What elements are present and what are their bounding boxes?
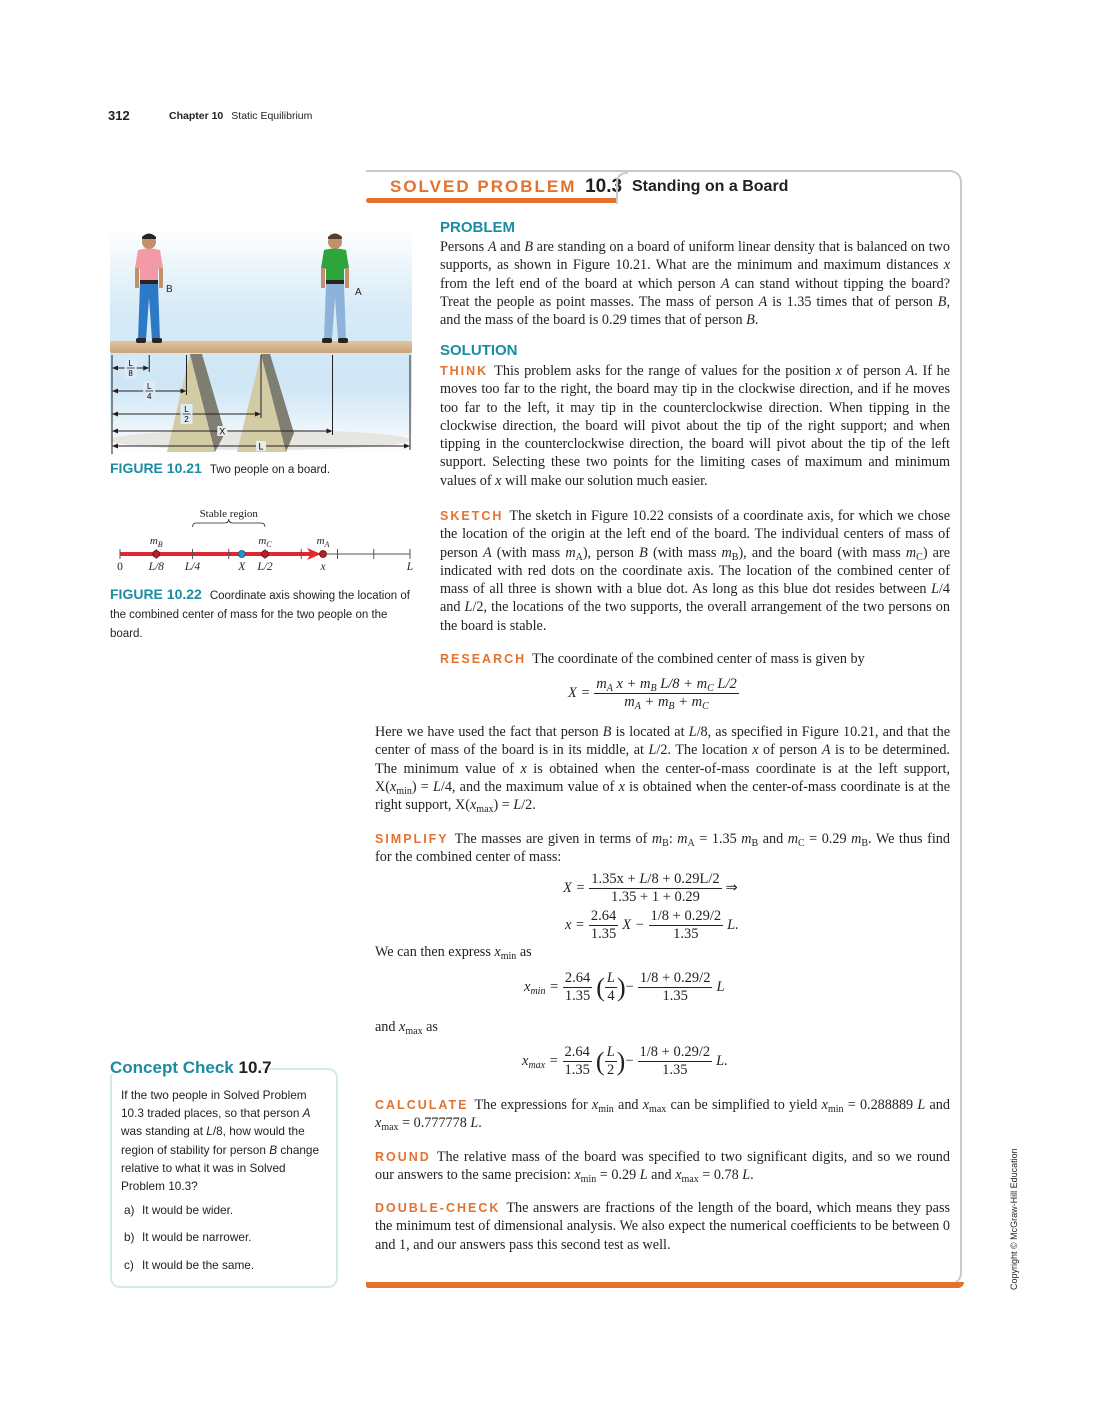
dimension-label-denominator: 2 <box>184 415 189 424</box>
eq-tail: L. <box>716 1053 728 1069</box>
simplify-equation-2 <box>565 908 739 943</box>
research-intro: The coordinate of the combined center of mass is given by <box>532 651 865 667</box>
option-letter: c) <box>124 1258 134 1272</box>
eq-denominator: $m_A + m_B + m_C$ <box>624 694 709 712</box>
solved-problem-label <box>390 176 622 198</box>
eq-numerator: 1/8 + 0.29/2 <box>639 970 711 986</box>
calculate-label: CALCULATE <box>375 1098 469 1112</box>
eq-lhs: $x_{max}$ = <box>522 1053 559 1071</box>
eq-numerator: 1.35x + L/8 + 0.29L/2 <box>591 871 720 887</box>
round-paragraph <box>375 1148 950 1185</box>
concept-check-option-c[interactable] <box>124 1258 254 1272</box>
axis-label-origin: 0 <box>117 561 123 573</box>
axis-label-com: X <box>238 561 246 573</box>
research-paragraph <box>440 650 950 668</box>
simplify-label: SIMPLIFY <box>375 832 449 846</box>
sketch-text: The sketch in Figure 10.22 consists of a coordinate axis, for which we chose the location of the origin at the left end of the board. The individual centers of mass of person A (with mass $m_A$), person B (with mass $m_B$), and the board (with mass $m_C$) are indicated with red dots on the coordinate axis. The location of the combined center of mass of all three is shown with a blue dot. As long as this blue dot resides between L/4 and L/2, the locations of the two supports, the overall arrangement of the two persons on the board is stable. <box>440 508 950 634</box>
page-number: 312 <box>108 108 130 123</box>
round-label: ROUND <box>375 1150 431 1164</box>
mass-point-a <box>320 551 327 558</box>
round-text: The relative mass of the board was specified to two significant digits, and so we round our answers to the same precision: $x_{min} = 0.29$ L and $x_{max} = 0.78$ L. <box>375 1149 950 1186</box>
xmin-equation: $x_{min}$ = $\frac{2.64}{1.35}$ ( $\frac{L}{4}$ ) − $\frac{1/8 + 0.29/2}{1.35}$ L <box>524 970 725 1004</box>
simplify-paragraph <box>375 830 950 867</box>
title-separator <box>616 172 628 204</box>
option-text: It would be wider. <box>142 1203 234 1217</box>
dimension-label-numerator: L <box>128 359 133 368</box>
figure-10-22-caption <box>110 585 415 643</box>
concept-check-question: If the two people in Solved Problem 10.3 traded places, so that person A was standing at L/8, how would the region of stability for person B change relative to what it was in Solved Problem 10.3? <box>121 1088 320 1194</box>
sketch-label: SKETCH <box>440 509 504 523</box>
eq-tail: L <box>716 979 725 995</box>
xmax-intro: and $x_{max}$ as <box>375 1019 438 1037</box>
dimension-label-denominator: 4 <box>147 392 152 401</box>
concept-check-option-a[interactable] <box>124 1203 233 1217</box>
eq-lhs: X = <box>568 685 591 701</box>
person-a-label: A <box>355 287 362 298</box>
research-label: RESEARCH <box>440 652 527 666</box>
caption-text: Two people on a board. <box>209 464 331 476</box>
eq-denominator: 1.35 <box>662 988 688 1004</box>
combined-com-point <box>238 551 245 558</box>
calculate-text: The expressions for $x_{min}$ and $x_{max}$ can be simplified to yield $x_{min} = 0.288889$ L and $x_{max} = 0.777778$ L. <box>375 1097 950 1134</box>
eq-denominator: 1.35 <box>673 926 699 942</box>
calculate-paragraph <box>375 1096 950 1133</box>
chapter-number: Chapter 10 <box>169 110 224 122</box>
eq-numerator: 2.64 <box>564 970 591 986</box>
concept-check-label: Concept Check <box>110 1058 234 1077</box>
option-text: It would be the same. <box>142 1258 255 1272</box>
eq-denominator: 1.35 <box>590 926 617 942</box>
eq-denominator: 1.35 <box>662 1062 688 1078</box>
figure-10-21-illustration <box>110 228 412 456</box>
mass-point-b <box>153 551 160 558</box>
eq-lhs: x = <box>565 917 585 933</box>
eq-numerator: $m_A$ $x + m_B$ $L/8 + m_C$ L/2 <box>596 676 737 694</box>
figure-label: FIGURE 10.22 <box>110 586 202 602</box>
think-paragraph <box>440 362 950 490</box>
doublecheck-paragraph <box>375 1199 950 1254</box>
eq-denominator: 4 <box>607 988 615 1004</box>
xmin-intro: We can then express $x_{min}$ as <box>375 944 532 962</box>
running-header <box>169 110 312 122</box>
eq-numerator: L <box>606 970 615 986</box>
problem-text: Persons A and B are standing on a board of uniform linear density that is balanced on two supports, as shown in Figure 10.21. What are the minimum and maximum distances x from the left end of the board at which person A can stand without tipping the board? Treat the people as point masses. The mass of person A is 1.35 times that of person B, and the mass of the board is 0.29 times that of person B. <box>440 239 950 329</box>
dimension-label-L: L <box>258 441 264 452</box>
figure-label: FIGURE 10.21 <box>110 460 202 476</box>
concept-check-number: 10.7 <box>238 1058 272 1077</box>
option-letter: b) <box>124 1230 135 1244</box>
figure-10-21-caption <box>110 460 330 478</box>
axis-label-a: x <box>320 561 326 573</box>
caption-text: Coordinate axis showing the location of the combined center of mass for the two people on the board. <box>110 590 410 640</box>
dimension-label-numerator: L <box>184 405 189 414</box>
solved-problem-label-text: SOLVED PROBLEM <box>390 177 577 196</box>
doublecheck-label: DOUBLE-CHECK <box>375 1201 501 1215</box>
eq-lhs: X = <box>563 880 586 896</box>
mass-label-a: $m_A$ <box>316 535 330 549</box>
xmax-equation: $x_{max}$ = $\frac{2.64}{1.35}$ ( $\frac{L}{2}$ ) − $\frac{1/8 + 0.29/2}{1.35}$ L. <box>522 1044 728 1078</box>
eq-lhs: $x_{min}$ = <box>524 979 559 997</box>
chapter-title: Static Equilibrium <box>231 110 313 122</box>
eq-denominator: 1.35 <box>564 1062 590 1078</box>
implies-symbol: ⇒ <box>725 880 738 896</box>
axis-label-b: L/8 <box>148 561 164 573</box>
eq-numerator: 1/8 + 0.29/2 <box>650 908 722 924</box>
option-text: It would be narrower. <box>142 1230 252 1244</box>
eq-numerator: 1/8 + 0.29/2 <box>639 1044 711 1060</box>
simplify-text: The masses are given in terms of $m_B$: $m_A = 1.35$ $m_B$ and $m_C = 0.29$ $m_B$. We thus find for the combined center of mass: <box>375 831 950 866</box>
stable-region-bracket <box>193 519 266 527</box>
eq-denominator: 1.35 + 1 + 0.29 <box>611 889 700 905</box>
solved-problem-title-rule <box>366 198 616 203</box>
eq-denominator: 2 <box>606 1062 615 1078</box>
option-letter: a) <box>124 1203 135 1217</box>
eq-middle: X − <box>622 917 645 933</box>
eq-denominator: 1.35 <box>564 988 591 1004</box>
axis-label-left_support: L/4 <box>184 561 201 573</box>
eq-numerator: L <box>606 1044 615 1060</box>
concept-check-heading <box>110 1058 272 1078</box>
doublecheck-text: The answers are fractions of the length of the board, which means they pass the minimum test of dimensional analysis. We also expect the numerical coefficients to be between 0 and 1, and our answers pass this second test as well. <box>375 1200 950 1253</box>
dimension-label-numerator: L <box>147 382 152 391</box>
research-text: Here we have used the fact that person B is located at L/8, as specified in Figure 10.21, and that the center of mass of the board is in its middle, at L/2. The location x of person A is to be determined. The minimum value of x is obtained when the center-of-mass coordinate is at the left support, $X(x_{min}) = L/4$, and the maximum value of x is obtained when the center-of-mass coordinate is at the right support, $X(x_{max}) = L/2$. <box>375 724 951 816</box>
solved-problem-number: 10.3 <box>585 176 623 197</box>
axis-label-mid: L/2 <box>257 561 273 573</box>
eq-numerator: 2.64 <box>564 1044 590 1060</box>
solved-problem-title: Standing on a Board <box>632 178 789 195</box>
eq-numerator: 2.64 <box>590 908 617 924</box>
mass-point-c <box>262 551 269 558</box>
eq-tail: L. <box>727 917 739 933</box>
mass-label-b: $m_B$ <box>149 535 163 549</box>
person-b-label: B <box>166 284 173 295</box>
mass-label-c: $m_C$ <box>258 535 272 549</box>
think-label: THINK <box>440 364 489 378</box>
solved-problem-bottom-rule <box>366 1282 964 1288</box>
stable-region-label: Stable region <box>199 508 258 520</box>
simplify-equation-1 <box>563 871 738 906</box>
figure-10-22-axis <box>108 505 418 583</box>
research-equation <box>568 676 743 711</box>
axis-label-end: L <box>406 561 414 573</box>
sketch-paragraph <box>440 507 950 635</box>
dimension-label-x: X <box>219 426 226 437</box>
think-text: This problem asks for the range of values for the position x of person A. If he moves too far to the right, the board may tip in the clockwise direction, and if he moves too far to the left, it may tip in the counterclockwise direction. When tipping in the clockwise direction, the board will pivot about the tip of the right support; and when tipping in the counterclockwise direction, the board will pivot about the tip of the left support. Selecting these two points for the limiting cases of maximum and minimum values of x will make our solution much easier. <box>440 363 950 489</box>
problem-heading: PROBLEM <box>440 219 515 236</box>
minus-sign: − <box>625 979 634 995</box>
copyright-notice: Copyright © McGraw-Hill Education <box>1009 1148 1019 1290</box>
dimension-label-denominator: 8 <box>128 369 133 378</box>
concept-check-option-b[interactable] <box>124 1230 252 1244</box>
solution-heading: SOLUTION <box>440 342 518 359</box>
minus-sign: − <box>625 1053 634 1069</box>
